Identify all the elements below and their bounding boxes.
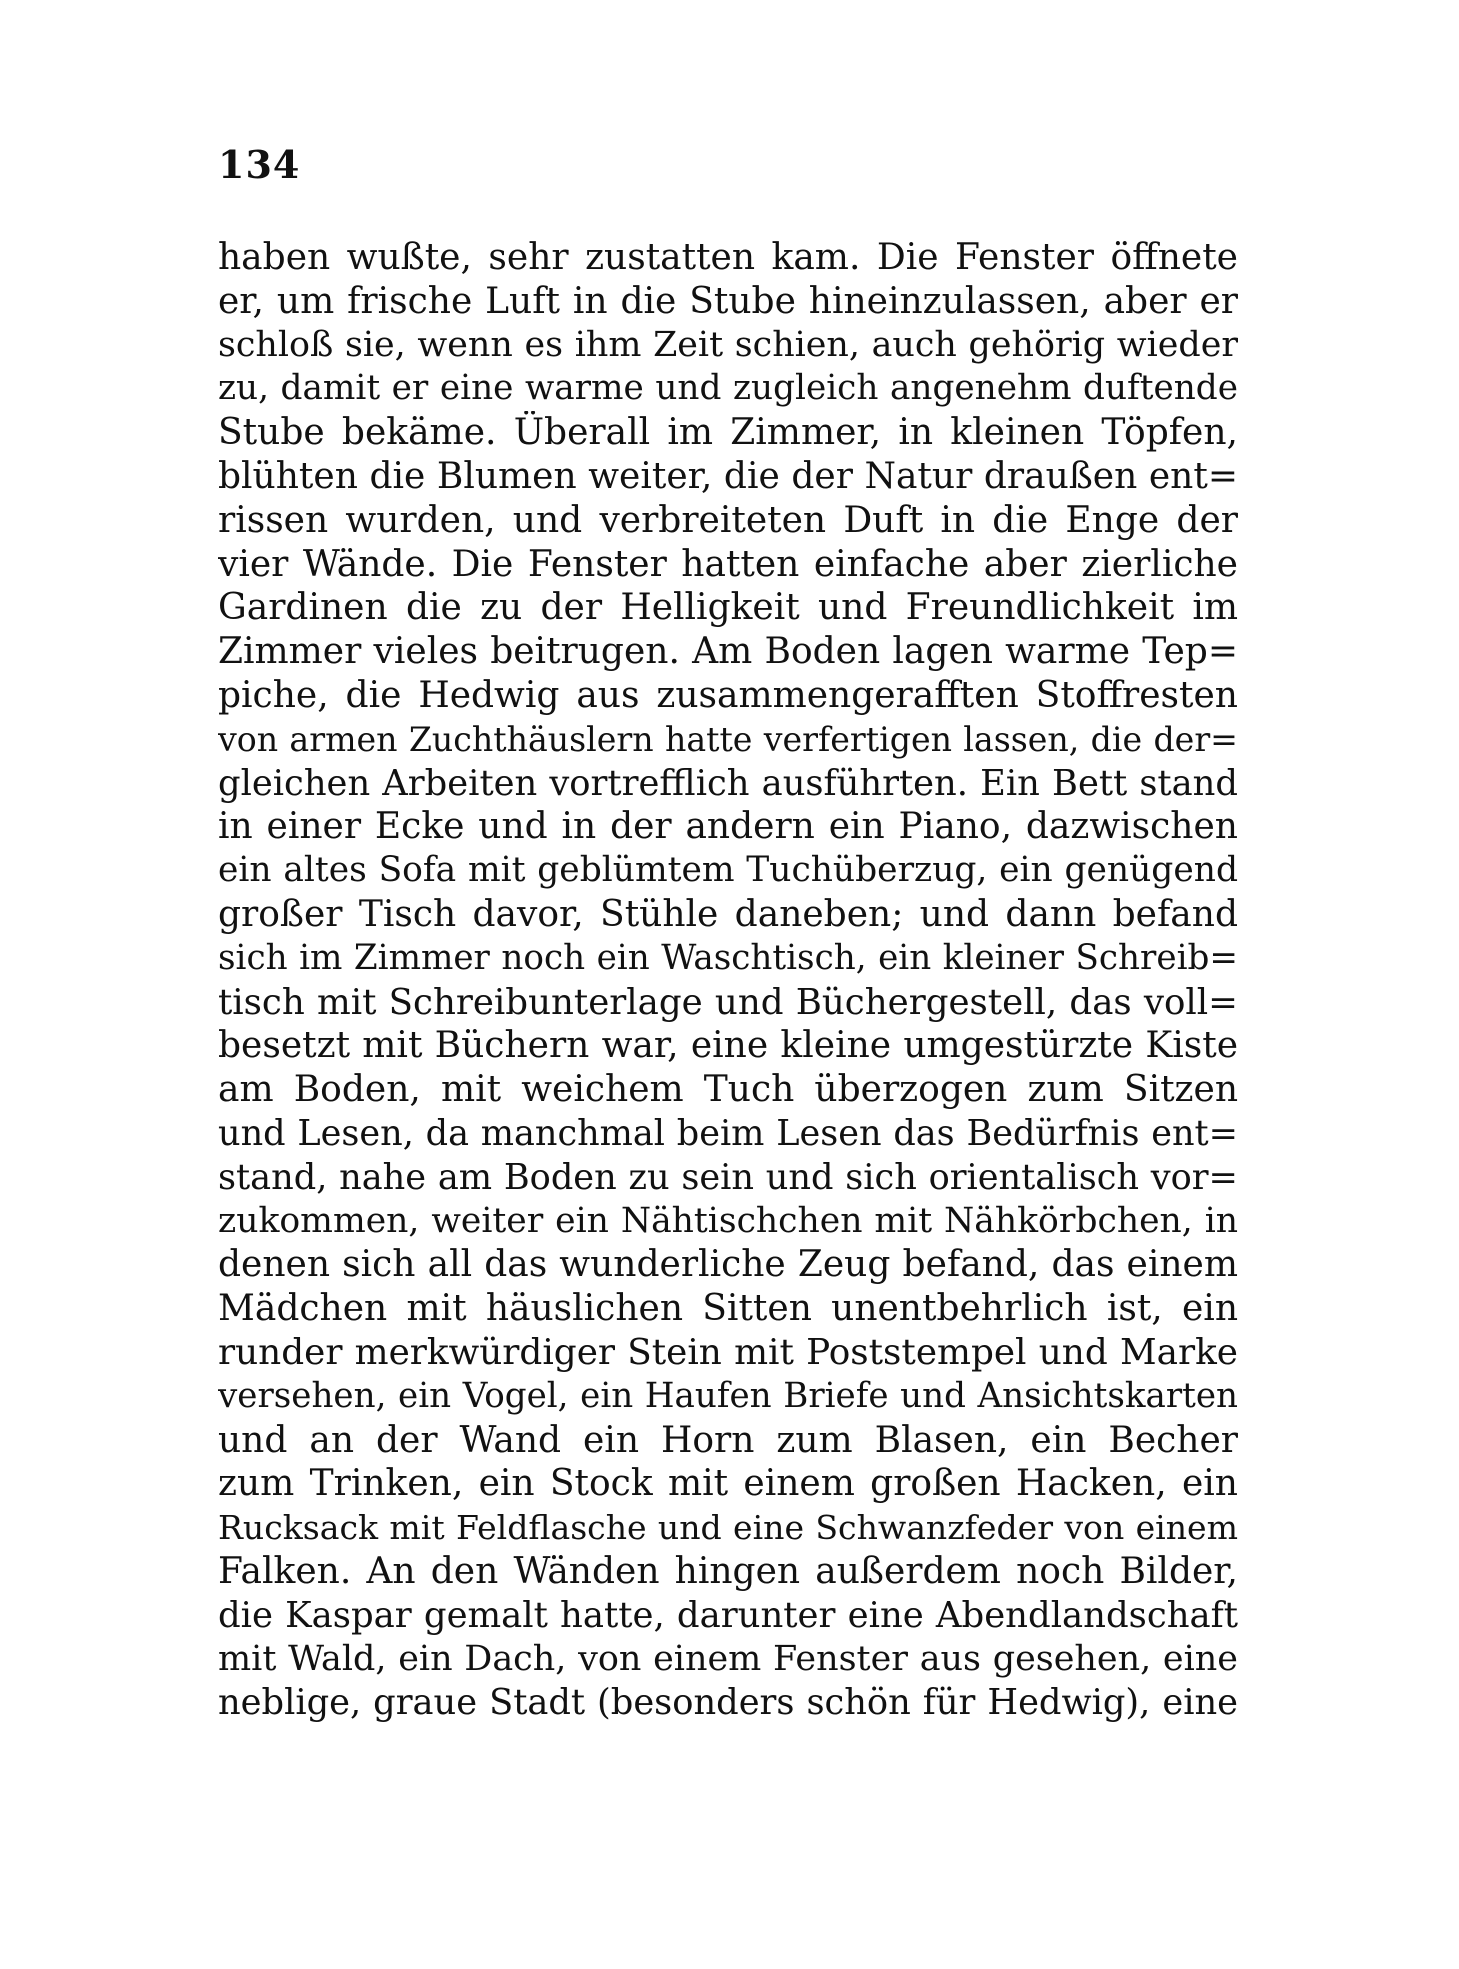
text-line: Zimmer vieles beitrugen. Am Boden lagen warme Tep= — [218, 631, 1238, 673]
text-line: Mädchen mit häuslichen Sitten unentbehrlich ist, ein — [218, 1288, 1238, 1330]
text-line: schloß sie, wenn es ihm Zeit schien, auch gehörig wieder — [218, 324, 1238, 365]
text-line: und Lesen, da manchmal beim Lesen das Bedürfnis ent= — [218, 1112, 1238, 1154]
text-line: vier Wände. Die Fenster hatten einfache aber zierliche — [218, 543, 1238, 585]
text-line: mit Wald, ein Dach, von einem Fenster aus gesehen, eine — [218, 1638, 1238, 1679]
text-line: blühten die Blumen weiter, die der Natur draußen ent= — [218, 455, 1238, 497]
text-line: tisch mit Schreibunterlage und Büchergestell, das voll= — [218, 981, 1238, 1023]
text-line: sich im Zimmer noch ein Waschtisch, ein kleiner Schreib= — [218, 937, 1238, 978]
text-line: denen sich all das wunderliche Zeug befand, das einem — [218, 1244, 1238, 1286]
text-line: von armen Zuchthäuslern hatte verfertigen lassen, die der= — [218, 719, 1238, 759]
text-line: zu, damit er eine warme und zugleich angenehm duftende — [218, 368, 1238, 409]
text-line: am Boden, mit weichem Tuch überzogen zum Sitzen — [218, 1069, 1238, 1111]
text-line: die Kaspar gemalt hatte, darunter eine Abendlandschaft — [218, 1594, 1238, 1636]
text-line: Rucksack mit Feldflasche und eine Schwanzfeder von einem — [218, 1508, 1238, 1548]
text-line: in einer Ecke und in der andern ein Piano, dazwischen — [218, 806, 1238, 848]
text-line: ein altes Sofa mit geblümtem Tuchüberzug, ein genügend — [218, 850, 1238, 891]
text-line: zukommen, weiter ein Nähtischchen mit Nähkörbchen, in — [218, 1200, 1238, 1241]
text-line: er, um frische Luft in die Stube hineinzulassen, aber er — [218, 280, 1238, 322]
text-line: Gardinen die zu der Helligkeit und Freundlichkeit im — [218, 587, 1238, 629]
text-line: Falken. An den Wänden hingen außerdem noch Bilder, — [218, 1550, 1238, 1592]
text-line: großer Tisch davor, Stühle daneben; und dann befand — [218, 893, 1238, 935]
page-number: 134 — [218, 142, 301, 187]
text-line: Stube bekäme. Überall im Zimmer, in kleinen Töpfen, — [218, 412, 1238, 454]
text-line: zum Trinken, ein Stock mit einem großen Hacken, ein — [218, 1463, 1238, 1505]
text-line: rissen wurden, und verbreiteten Duft in die Enge der — [218, 499, 1238, 541]
text-line: piche, die Hedwig aus zusammengerafften Stoffresten — [218, 674, 1238, 716]
text-line: haben wußte, sehr zustatten kam. Die Fenster öffnete — [218, 237, 1238, 278]
text-line: stand, nahe am Boden zu sein und sich orientalisch vor= — [218, 1156, 1238, 1198]
text-line: versehen, ein Vogel, ein Haufen Briefe und Ansichtskarten — [218, 1375, 1238, 1416]
text-line: neblige, graue Stadt (besonders schön für Hedwig), eine — [218, 1682, 1238, 1724]
body-text — [218, 236, 1238, 1725]
text-line: besetzt mit Büchern war, eine kleine umgestürzte Kiste — [218, 1025, 1238, 1067]
text-line: runder merkwürdiger Stein mit Poststempel und Marke — [218, 1331, 1238, 1373]
text-line: gleichen Arbeiten vortrefflich ausführten. Ein Bett stand — [218, 762, 1238, 804]
text-line: und an der Wand ein Horn zum Blasen, ein Becher — [218, 1419, 1238, 1461]
